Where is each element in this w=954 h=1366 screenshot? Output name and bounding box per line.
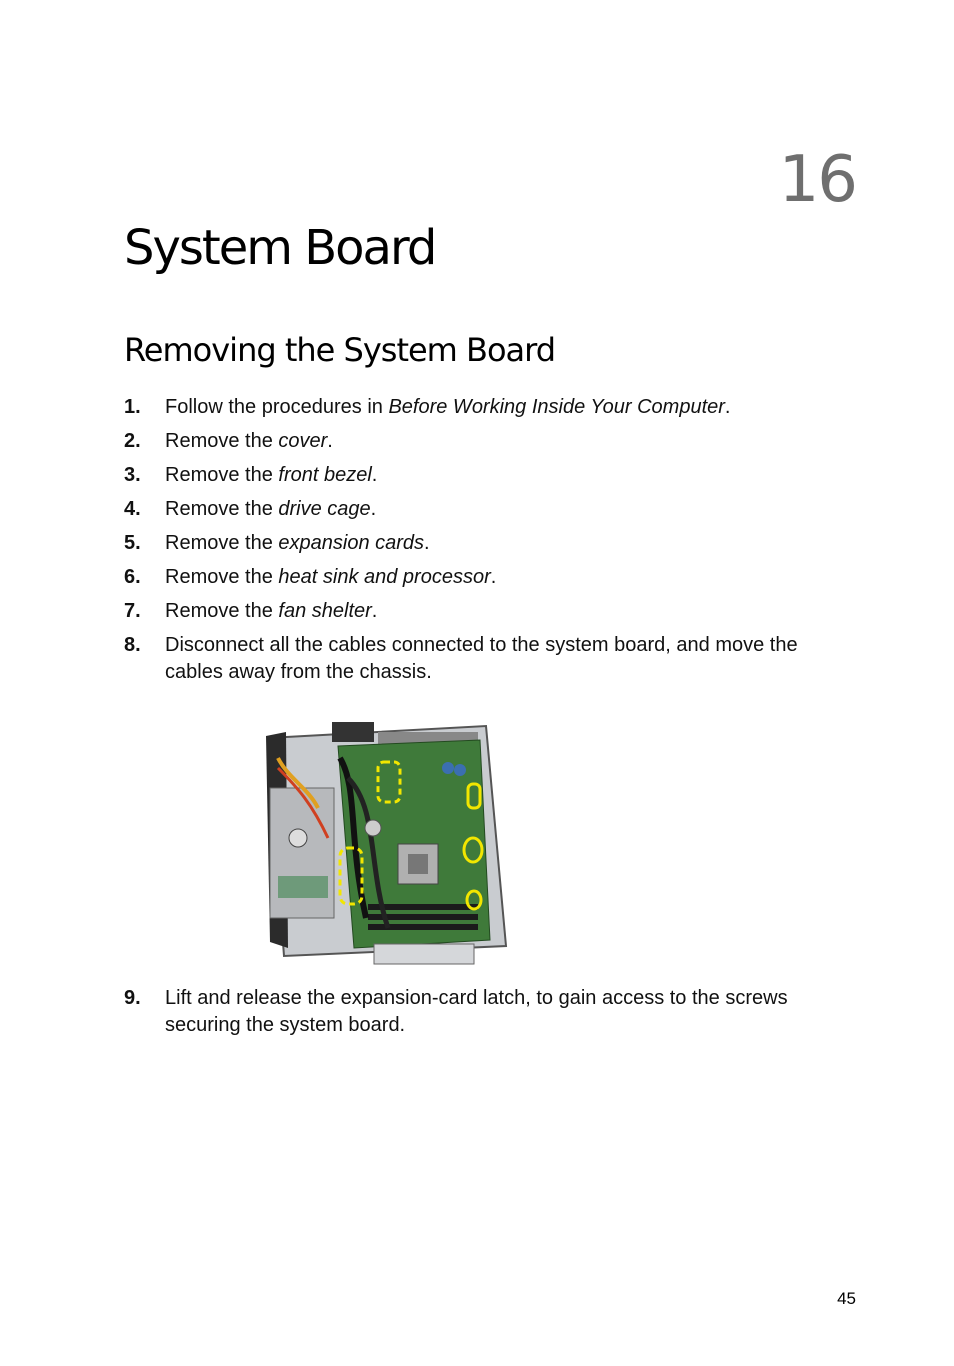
- system-board-cables-image: [248, 718, 508, 970]
- step-number: 2.: [124, 430, 141, 452]
- step-item: [124, 496, 824, 523]
- chapter-number: 16: [778, 143, 856, 217]
- step-text: Remove the: [165, 600, 279, 622]
- step-link[interactable]: front bezel: [278, 464, 372, 486]
- step-text: Remove the: [165, 532, 279, 554]
- step-number: 1.: [124, 396, 141, 418]
- step-text: Remove the: [165, 498, 279, 520]
- step-link[interactable]: Before Working Inside Your Computer: [388, 396, 725, 418]
- step-item: [124, 632, 824, 686]
- step-link[interactable]: fan shelter: [278, 600, 372, 622]
- step-punct: .: [424, 532, 430, 554]
- step-text: Remove the: [165, 464, 279, 486]
- step-number: 4.: [124, 498, 141, 520]
- chapter-title: System Board: [124, 220, 436, 276]
- step-link[interactable]: expansion cards: [278, 532, 425, 554]
- step-link[interactable]: drive cage: [278, 498, 371, 520]
- step-number: 3.: [124, 464, 141, 486]
- step-number: 6.: [124, 566, 141, 588]
- step-link[interactable]: cover: [278, 430, 328, 452]
- chassis-illustration: [248, 718, 508, 970]
- step-text: Follow the procedures in: [165, 396, 389, 418]
- step-item: [124, 394, 824, 421]
- step-punct: .: [371, 464, 378, 486]
- step-item: [124, 564, 824, 591]
- step-text: Remove the: [165, 566, 279, 588]
- page-number: 45: [837, 1289, 856, 1308]
- step-item: [124, 428, 824, 455]
- step-punct: .: [724, 396, 731, 418]
- step-number: 8.: [124, 634, 141, 656]
- step-text: Remove the: [165, 430, 279, 452]
- step-punct: .: [370, 498, 377, 520]
- step-item: [124, 985, 824, 1039]
- step-punct: .: [371, 600, 378, 622]
- step-punct: .: [490, 566, 497, 588]
- step-item: [124, 530, 824, 557]
- step-number: 9.: [124, 987, 141, 1009]
- step-item: [124, 462, 824, 489]
- step-text: Disconnect all the cables connected to the system board, and move the cables away from the chassis.: [165, 634, 798, 683]
- step-number: 5.: [124, 532, 141, 554]
- procedure-steps: [124, 394, 824, 693]
- section-title: Removing the System Board: [124, 331, 556, 369]
- step-item: [124, 598, 824, 625]
- step-text: Lift and release the expansion-card latch, to gain access to the screws securing the system board.: [165, 987, 788, 1036]
- step-link[interactable]: heat sink and processor: [278, 566, 491, 588]
- step-number: 7.: [124, 600, 141, 622]
- step-punct: .: [327, 430, 333, 452]
